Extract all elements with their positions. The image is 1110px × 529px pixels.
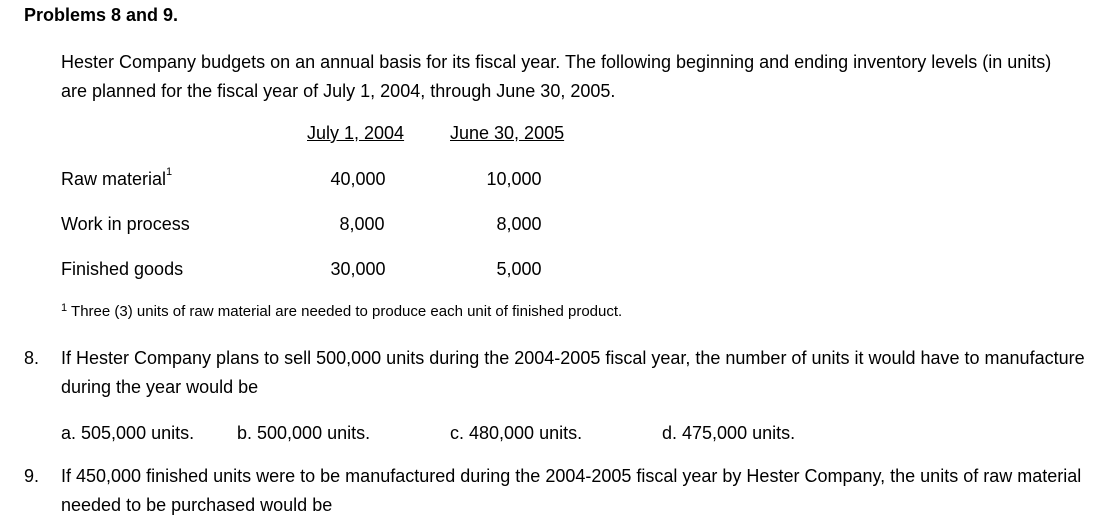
question-8-text: If Hester Company plans to sell 500,000 units during the 2004-2005 fiscal year, the number of units it would have to manufacture during the year would be <box>61 348 1085 397</box>
raw-material-begin: 40,000 <box>330 169 386 189</box>
q8-option-c: c. 480,000 units. <box>450 423 583 443</box>
question-8-number: 8. <box>24 348 40 368</box>
finished-goods-begin: 30,000 <box>330 259 386 279</box>
question-9-text: If 450,000 finished units were to be manufactured during the 2004-2005 fiscal year by Hester Company, the units of raw material needed to be purchased would be <box>61 466 1082 515</box>
question-9-number: 9. <box>24 466 40 486</box>
row-label-raw-material: Raw material$^1$ <box>61 166 173 189</box>
q8-option-b: b. 500,000 units. <box>237 423 371 443</box>
raw-material-end: 10,000 <box>486 169 542 189</box>
row-label-finished-goods: Finished goods <box>61 259 184 279</box>
work-in-process-begin: 8,000 <box>339 214 385 234</box>
q8-option-a: a. 505,000 units. <box>61 423 195 443</box>
page-title: Problems 8 and 9. <box>24 5 179 25</box>
intro-paragraph: Hester Company budgets on an annual basis for its fiscal year. The following beginning and ending inventory levels (in units) are planned for the fiscal year of July 1, 2004, through June 30, 2005. <box>61 52 1052 101</box>
column-header-end: June 30, 2005 <box>450 123 565 143</box>
footnote: $^1$ Three (3) units of raw material are needed to produce each unit of finished product. <box>61 302 623 320</box>
q8-option-d: d. 475,000 units. <box>662 423 796 443</box>
finished-goods-end: 5,000 <box>496 259 542 279</box>
footnote-mark: 1 <box>61 302 68 314</box>
footnote-ref: 1 <box>166 166 173 178</box>
work-in-process-end: 8,000 <box>496 214 542 234</box>
column-header-begin: July 1, 2004 <box>307 123 405 143</box>
row-label-work-in-process: Work in process <box>61 214 190 234</box>
